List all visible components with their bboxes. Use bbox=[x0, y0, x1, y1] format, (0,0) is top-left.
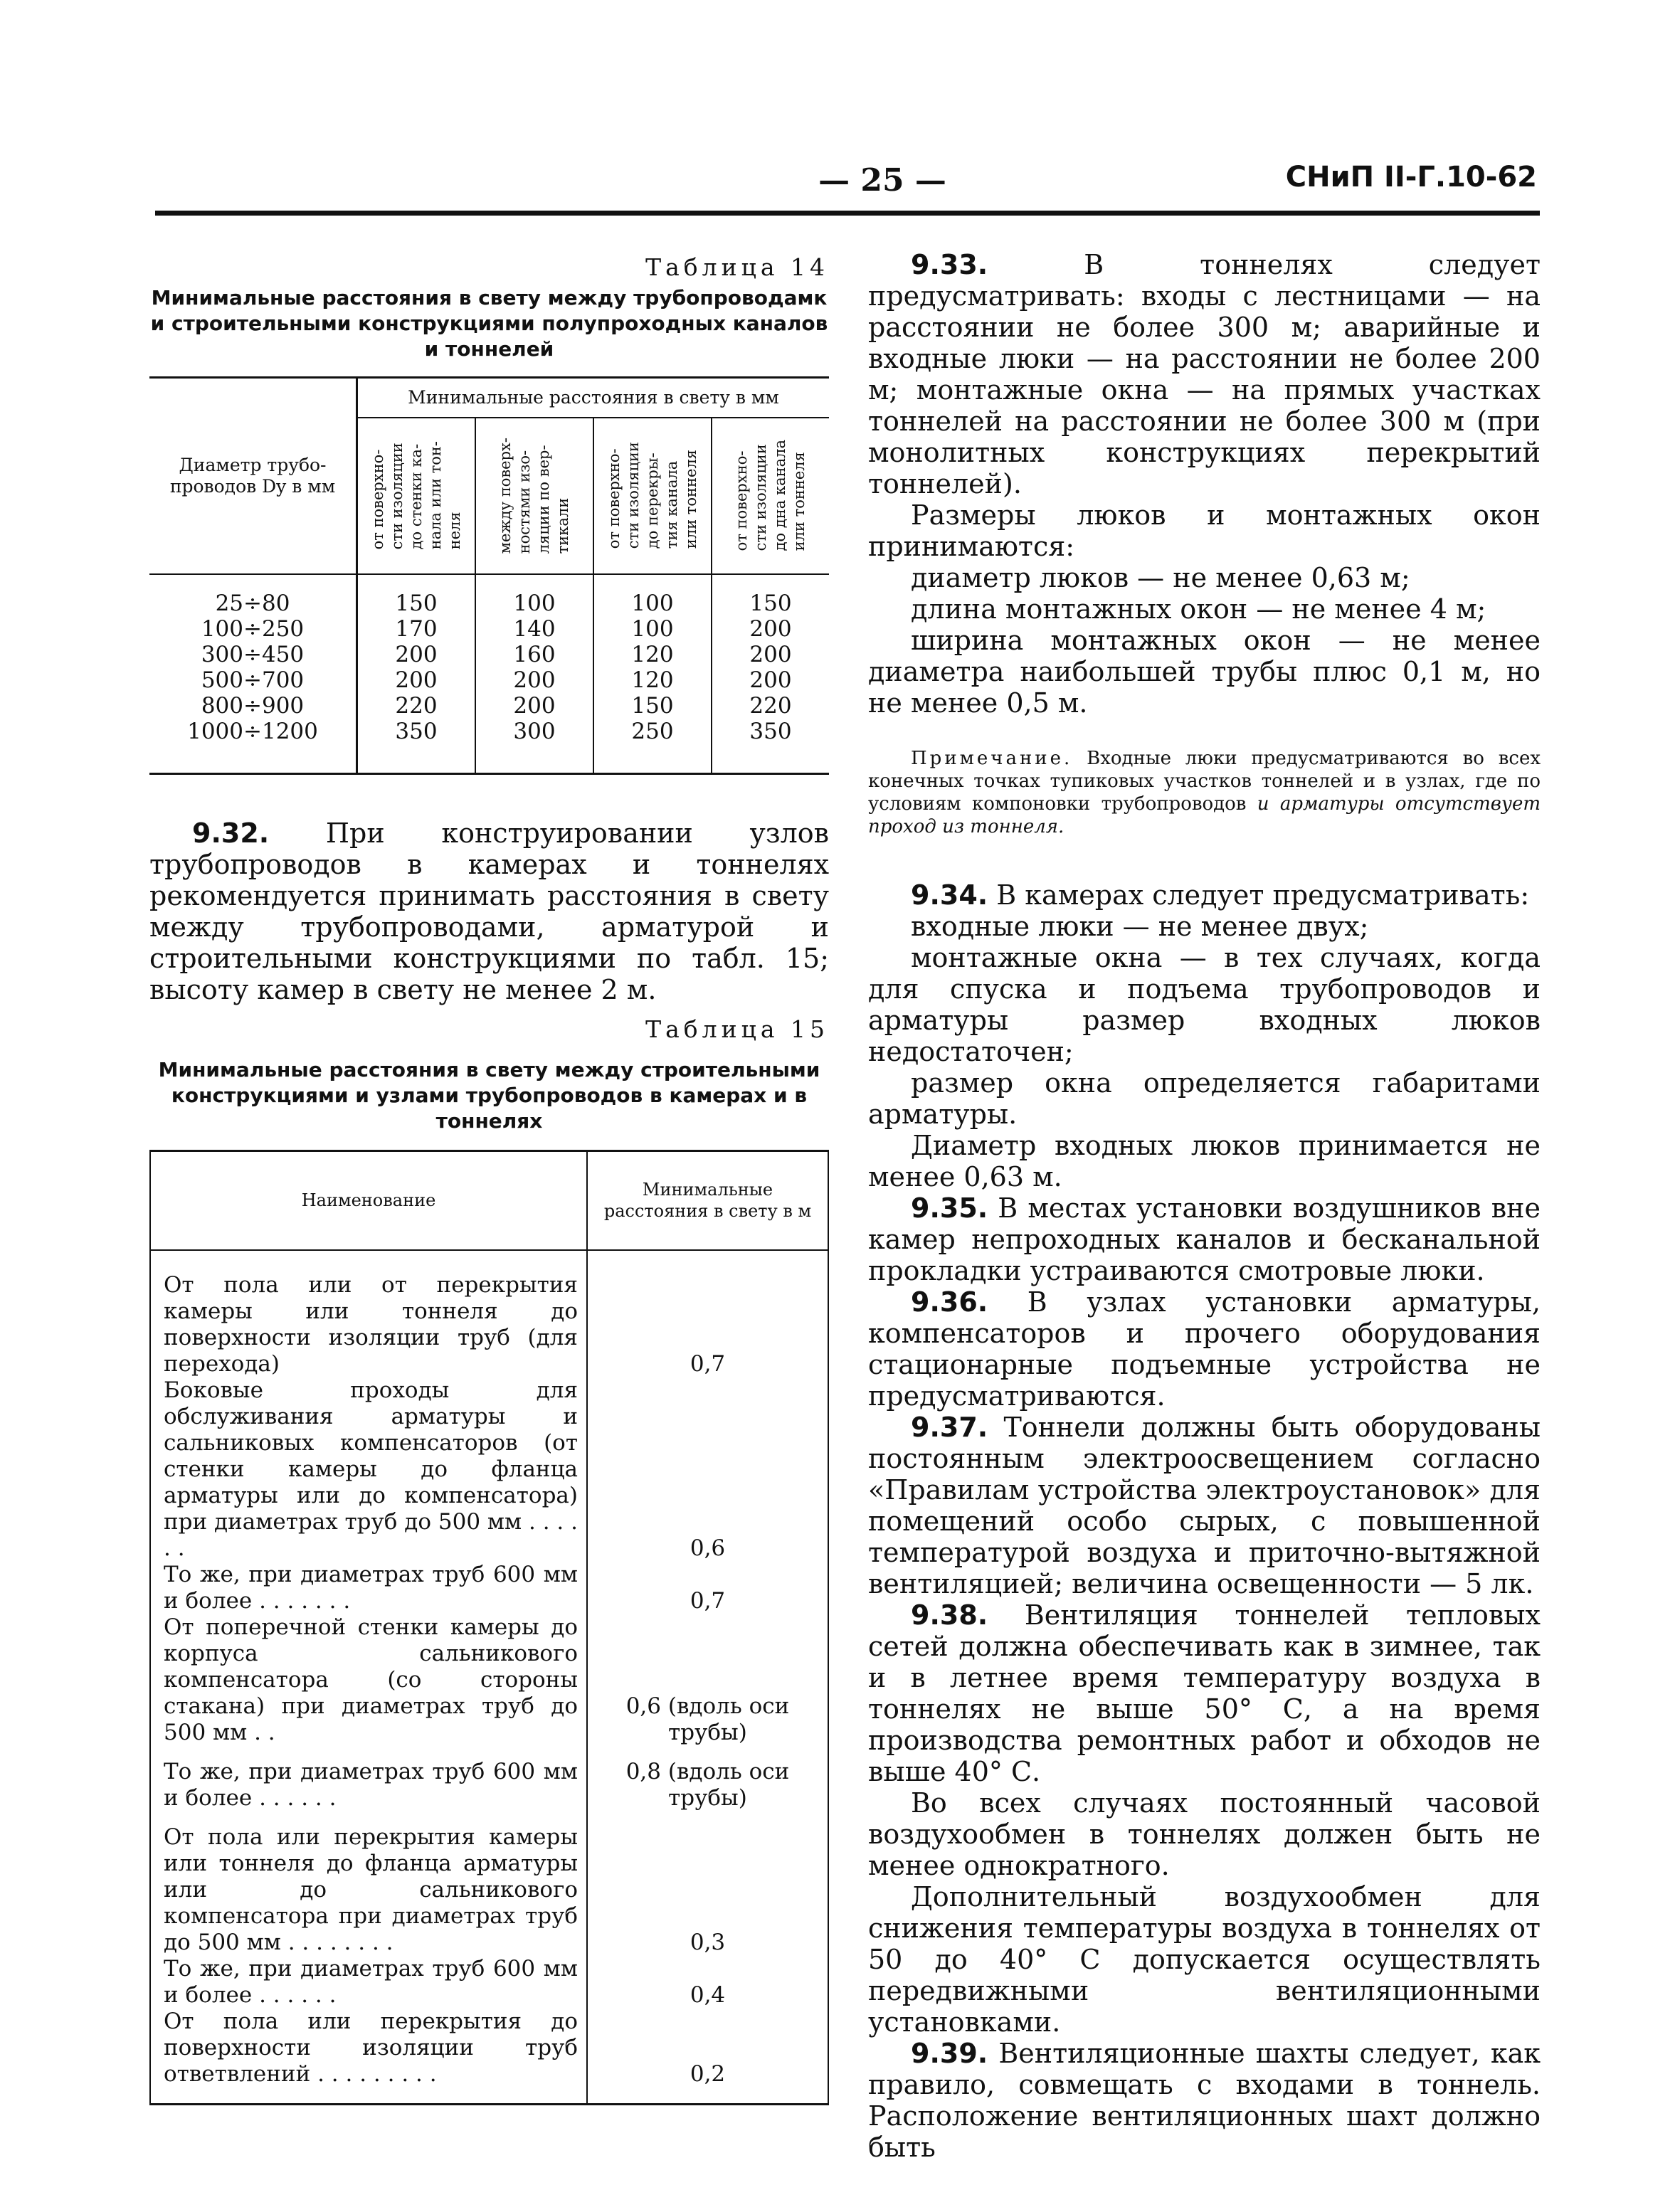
table14-row bbox=[149, 574, 829, 616]
table15-col-name bbox=[150, 1150, 587, 1250]
table14-cell-b: 140 bbox=[475, 616, 593, 642]
table14-cell-d: 1000÷1200 bbox=[187, 718, 318, 744]
paragraph-9-37-text: Тоннели должны быть оборудованы постоянным электроосвещением согласно «Правилам устройства электроустановок» для помещений особо сырых, с повышенной температурой воздуха и приточно-вытяжной вентиляцией; величина освещенности — 5 лк. bbox=[868, 1412, 1541, 1599]
table15-row bbox=[150, 1759, 828, 1824]
table14-cell-c: 150 bbox=[593, 693, 712, 719]
paragraph-9-37-number: 9.37. bbox=[911, 1412, 988, 1443]
table15-row bbox=[150, 1956, 828, 2009]
table14-cell-b: 200 bbox=[475, 667, 593, 693]
table15-col-value-label: Минимальные расстояния в свету в м bbox=[603, 1180, 812, 1222]
table15-col-name-label: Наименование bbox=[301, 1190, 436, 1211]
chambers-list-item: монтажные окна — в тех случаях, когда для спуска и подъема трубопроводов и арматуры размер входных люков недостаточен; bbox=[868, 942, 1541, 1067]
table14-cell-b: 100 bbox=[475, 574, 593, 616]
table14-cell-a: 350 bbox=[357, 719, 476, 774]
table14-title: Минимальные расстояния в свету между трубопроводамк и строительными конструкциями полупроходных каналов и тоннелей bbox=[150, 286, 828, 361]
table15-row bbox=[150, 1614, 828, 1759]
paragraph-9-39-text: Вентиляционные шахты следует, как правило, совмещать с входами в тоннель. Расположение вентиляционных шахт должно быть bbox=[868, 2038, 1541, 2163]
table14-number: Таблица 14 bbox=[645, 253, 829, 281]
table14-cell-e: 200 bbox=[712, 667, 829, 693]
table15-row bbox=[150, 1562, 828, 1614]
paragraph-9-38-number: 9.38. bbox=[911, 1599, 988, 1631]
sizes-list-item: длина монтажных окон — не менее 4 м; bbox=[911, 593, 1486, 625]
table15-cell-value: 0,4 bbox=[587, 1956, 828, 2009]
paragraph-9-36-number: 9.36. bbox=[911, 1286, 988, 1318]
table15-cell-name: От пола или от перекрытия камеры или тоннеля до поверхности изоляции труб (для перехода) bbox=[164, 1272, 578, 1377]
table15-row bbox=[150, 1824, 828, 1956]
table14-row bbox=[149, 616, 829, 642]
table14-row bbox=[149, 642, 829, 667]
chambers-list-item: входные люки — не менее двух; bbox=[911, 911, 1369, 942]
table14-cell-e: 150 bbox=[712, 574, 829, 616]
paragraph-9-38 bbox=[868, 1599, 1541, 1787]
table14-cell-b: 200 bbox=[475, 693, 593, 719]
table14-subcol-4-label: от поверхно- сти изоляции до дна канала или тоннеля bbox=[733, 440, 808, 551]
table14-subcol-3 bbox=[593, 418, 712, 574]
table15-cell-name: То же, при диаметрах труб 600 мм и более . . . . . . bbox=[164, 1759, 578, 1811]
table15-cell-name: От пола или перекрытия камеры или тоннеля до фланца арматуры или до сальникового компенсатора при диаметрах труб до 500 мм . . . . . . . . bbox=[164, 1824, 578, 1955]
paragraph-9-34-number: 9.34. bbox=[911, 879, 988, 911]
note-text: Входные люки предусматриваются во всех конечных точках тупиковых участков тоннелей и в узлах, где по условиям компоновки трубопроводов bbox=[868, 748, 1541, 815]
paragraph-9-39 bbox=[868, 2038, 1541, 2163]
table15-cell-name: То же, при диаметрах труб 600 мм и более . . . . . . . bbox=[164, 1562, 578, 1614]
paragraph-9-33-number: 9.33. bbox=[911, 249, 988, 280]
table15 bbox=[149, 1150, 829, 2106]
table14-subcol-1 bbox=[357, 418, 476, 574]
table14-cell-d: 300÷450 bbox=[201, 641, 305, 667]
paragraph-9-39-number: 9.39. bbox=[911, 2038, 988, 2069]
paragraph-9-38-extra-1: Во всех случаях постоянный часовой воздухообмен в тоннелях должен быть не менее однократного. bbox=[868, 1787, 1541, 1881]
sizes-list bbox=[868, 562, 1541, 719]
table14-cell-e: 220 bbox=[712, 693, 829, 719]
chambers-list-item: Диаметр входных люков принимается не менее 0,63 м. bbox=[868, 1130, 1541, 1192]
table15-cell-value: 0,6 bbox=[587, 1377, 828, 1562]
table15-cell-value: 0,2 bbox=[587, 2009, 828, 2105]
paragraph-9-34-text: В камерах следует предусматривать: bbox=[996, 879, 1530, 911]
table15-cell-value: 0,7 bbox=[587, 1250, 828, 1377]
table14-subcol-3-label: от поверхно- сти изоляции до перекры- тия канала или тоннеля bbox=[605, 442, 699, 549]
sizes-list-item: ширина монтажных окон — не менее диаметра наибольшей трубы плюс 0,1 м, но не менее 0,5 м. bbox=[868, 625, 1541, 719]
paragraph-9-35 bbox=[868, 1192, 1541, 1286]
chambers-list bbox=[868, 911, 1541, 1192]
table15-cell-value: 0,6 (вдоль оси трубы) bbox=[587, 1614, 828, 1759]
paragraph-9-32 bbox=[149, 818, 829, 1005]
table14-row bbox=[149, 667, 829, 693]
paragraph-9-38-extra-2: Дополнительный воздухообмен для снижения температуры воздуха в тоннелях от 50 до 40° С допускается осуществлять передвижными вентиляционными установками. bbox=[868, 1881, 1541, 2038]
table14-cell-b: 300 bbox=[475, 719, 593, 774]
table14-col-group bbox=[357, 378, 830, 418]
table14-row bbox=[149, 693, 829, 719]
table14-cell-c: 120 bbox=[593, 667, 712, 693]
table14-subcol-1-label: от поверхно- сти изоляции до стенки ка- нала или тон- неля bbox=[369, 441, 463, 550]
paragraph-9-36 bbox=[868, 1286, 1541, 1412]
right-column bbox=[868, 249, 1541, 2163]
table14-cell-d: 100÷250 bbox=[201, 615, 305, 642]
table15-row bbox=[150, 1377, 828, 1562]
paragraph-9-33 bbox=[868, 249, 1541, 499]
table14-col-diameter bbox=[149, 378, 357, 574]
table14-cell-e: 350 bbox=[712, 719, 829, 774]
table14-subcol-2 bbox=[475, 418, 593, 574]
table14-cell-e: 200 bbox=[712, 642, 829, 667]
document-code: СНиП II-Г.10-62 bbox=[1285, 161, 1537, 194]
table14-cell-c: 120 bbox=[593, 642, 712, 667]
table14-subcol-2-label: между поверх- ностями изо- ляции по вер- тикали bbox=[497, 437, 571, 554]
table14 bbox=[149, 376, 829, 775]
table15-cell-name: От пола или перекрытия до поверхности изоляции труб ответвлений . . . . . . . . . bbox=[164, 2009, 578, 2087]
table14-cell-d: 800÷900 bbox=[201, 692, 305, 719]
table14-cell-b: 160 bbox=[475, 642, 593, 667]
table15-cell-value: 0,7 bbox=[587, 1562, 828, 1614]
note-9-33 bbox=[868, 747, 1541, 838]
table15-cell-name: То же, при диаметрах труб 600 мм и более . . . . . . bbox=[164, 1956, 578, 2008]
chambers-list-item: размер окна определяется габаритами арматуры. bbox=[868, 1067, 1541, 1130]
table14-cell-a: 150 bbox=[357, 574, 476, 616]
table14-subcol-4 bbox=[712, 418, 829, 574]
table14-cell-a: 170 bbox=[357, 616, 476, 642]
paragraph-9-37 bbox=[868, 1412, 1541, 1599]
table14-cell-d: 25÷80 bbox=[215, 590, 290, 616]
table14-cell-a: 220 bbox=[357, 693, 476, 719]
table15-col-value bbox=[587, 1150, 828, 1250]
paragraph-9-33-text: В тоннелях следует предусматривать: входы с лестницами — на расстоянии не более 300 м; аварийные и входные люки — на расстоянии не более 200 м; монтажные окна — на прямых участках тоннелей на расстоянии не более 300 м (при монолитных конструкциях перекрытий тоннелей). bbox=[868, 249, 1541, 499]
paragraph-9-35-text: В местах установки воздушников вне камер непроходных каналов и бесканальной прокладки устраиваются смотровые люки. bbox=[868, 1192, 1541, 1286]
paragraph-9-32-number: 9.32. bbox=[192, 817, 270, 849]
sizes-intro: Размеры люков и монтажных окон принимаются: bbox=[868, 499, 1541, 562]
table14-cell-c: 250 bbox=[593, 719, 712, 774]
table14-cell-a: 200 bbox=[357, 642, 476, 667]
table15-cell-value: 0,3 bbox=[587, 1824, 828, 1956]
note-label: Примечание. bbox=[911, 748, 1073, 769]
table14-row bbox=[149, 719, 829, 774]
table14-cell-e: 200 bbox=[712, 616, 829, 642]
table15-title: Минимальные расстояния в свету между строительными конструкциями и узлами трубопроводов в камерах и в тоннелях bbox=[158, 1057, 820, 1133]
paragraph-9-38-text: Вентиляция тоннелей тепловых сетей должна обеспечивать как в зимнее, так и в летнее время температуру воздуха в тоннелях не выше 50° С, а на время производства ремонтных работ и обходов не выше 40° С. bbox=[868, 1599, 1541, 1787]
table15-cell-name: Боковые проходы для обслуживания арматуры и сальниковых компенсаторов (от стенки камеры до фланца арматуры или до компенсатора) при диаметрах труб до 500 мм . . . . . . bbox=[164, 1377, 578, 1561]
table15-row bbox=[150, 1250, 828, 1377]
table14-col-group-label: Минимальные расстояния в свету в мм bbox=[408, 387, 779, 408]
page-number: — 25 — bbox=[818, 162, 946, 199]
table14-cell-c: 100 bbox=[593, 574, 712, 616]
note-text-italic: и арматуры отсутствует проход из тоннеля. bbox=[868, 793, 1541, 837]
table14-col-diameter-label: Диаметр трубо-проводов Dy в мм bbox=[169, 454, 336, 497]
table15-cell-name: От поперечной стенки камеры до корпуса сальникового компенсатора (со стороны стакана) при диаметрах труб до 500 мм . . bbox=[164, 1614, 578, 1745]
paragraph-9-34 bbox=[868, 879, 1541, 911]
paragraph-9-35-number: 9.35. bbox=[911, 1192, 988, 1224]
header-rule bbox=[155, 211, 1540, 216]
table15-cell-value: 0,8 (вдоль оси трубы) bbox=[587, 1759, 828, 1824]
paragraph-9-36-text: В узлах установки арматуры, компенсаторов и прочего оборудования стационарные подъемные устройства не предусматриваются. bbox=[868, 1286, 1541, 1412]
table14-cell-a: 200 bbox=[357, 667, 476, 693]
table15-row bbox=[150, 2009, 828, 2105]
sizes-list-item: диаметр люков — не менее 0,63 м; bbox=[911, 562, 1410, 593]
table15-number: Таблица 15 bbox=[645, 1015, 829, 1043]
left-column bbox=[149, 253, 829, 2105]
table14-cell-c: 100 bbox=[593, 616, 712, 642]
paragraph-9-32-text: При конструировании узлов трубопроводов в камерах и тоннелях рекомендуется принимать расстояния в свету между трубопроводами, арматурой и строительными конструкциями по табл. 15; высоту камер в свету не менее 2 м. bbox=[149, 817, 829, 1005]
table14-cell-d: 500÷700 bbox=[201, 667, 305, 693]
